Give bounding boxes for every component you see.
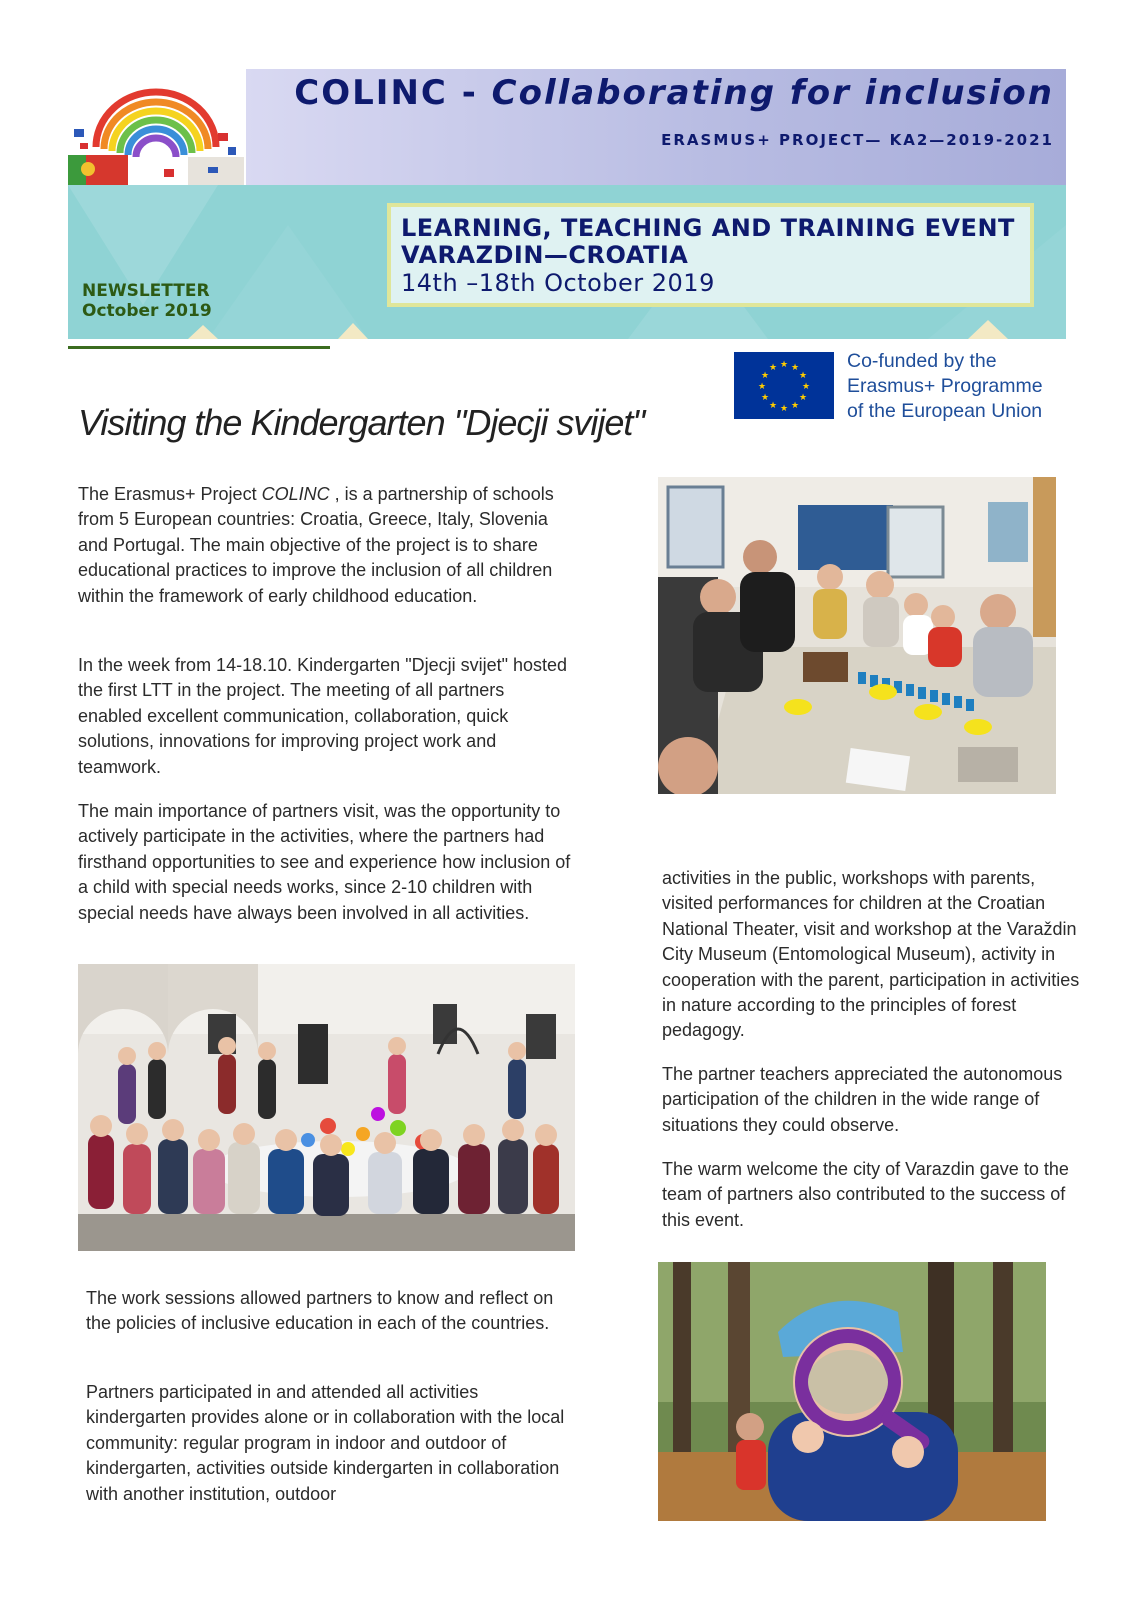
photo-courtyard-children bbox=[78, 964, 575, 1251]
svg-text:★: ★ bbox=[768, 401, 778, 411]
paragraph-work-sessions: The work sessions allowed partners to know and reflect on the policies of inclusive education in each of the countries. bbox=[86, 1288, 554, 1334]
paragraph-importance: The main importance of partners visit, was the opportunity to actively participate in the activities, where the partners had firsthand opportunities to see and experience how inclusion of a child with special needs works, since 2-10 children with special needs have always been involved in all activities. bbox=[78, 801, 571, 923]
svg-text:★: ★ bbox=[768, 363, 778, 373]
photo-workshop-table bbox=[658, 477, 1056, 794]
project-subtitle: ERASMUS+ PROJECT— KA2—2019-2021 bbox=[661, 131, 1054, 149]
newsletter-label: NEWSLETTER bbox=[82, 281, 210, 301]
event-dates: 14th –18th October 2019 bbox=[401, 269, 715, 297]
paragraph-welcome: The warm welcome the city of Varazdin gave to the team of partners also contributed to the success of this event. bbox=[662, 1159, 1069, 1230]
newsletter-month: October 2019 bbox=[82, 301, 212, 321]
paragraph-intro: The Erasmus+ Project COLINC , is a partnership of schools from 5 European countries: Croatia, Greece, Italy, Slovenia and Portugal. The main objective of the project is to share educational practices to improve the inclusion of all children within the framework of early childhood education. bbox=[78, 484, 554, 606]
svg-text:★: ★ bbox=[798, 371, 808, 381]
eu-cofunding-text bbox=[847, 349, 1043, 424]
newsletter-title: COLINC - Collaborating for inclusion bbox=[294, 73, 1054, 113]
eu-line-2: Erasmus+ Programme bbox=[847, 375, 1043, 397]
title-band bbox=[246, 69, 1066, 185]
paragraph-appreciation: The partner teachers appreciated the autonomous participation of the children in the wide range of situations they could observe. bbox=[662, 1064, 1063, 1135]
article-heading: Visiting the Kindergarten "Djecji svijet" bbox=[78, 402, 645, 443]
event-location: VARAZDIN—CROATIA bbox=[401, 241, 689, 269]
svg-text:★: ★ bbox=[790, 401, 800, 411]
paragraph-activities-continued: activities in the public, workshops with parents, visited performances for children at the Croatian National Theater, visit and workshop at the Varaždin City Museum (Entomological Museum), activity in cooperation with the parent, participation in activities in nature according to the principles of forest pedagogy. bbox=[662, 868, 1080, 1041]
svg-text:★: ★ bbox=[757, 382, 767, 392]
paragraph-activities: Partners participated in and attended all activities kindergarten provides alone or in collaboration with the local community: regular program in indoor and outdoor of kindergarten, activities outside kindergarten in collaboration with another institution, outdoor bbox=[86, 1382, 565, 1504]
svg-text:★: ★ bbox=[760, 393, 770, 403]
svg-text:★: ★ bbox=[760, 371, 770, 381]
photo-child-magnifier bbox=[658, 1262, 1046, 1521]
colinc-rainbow-logo bbox=[68, 69, 244, 185]
eu-flag-icon bbox=[734, 352, 834, 419]
divider-rule bbox=[68, 346, 330, 349]
event-title: LEARNING, TEACHING AND TRAINING EVENT bbox=[401, 214, 1015, 242]
paragraph-ltt-week: In the week from 14-18.10. Kindergarten "Djecji svijet" hosted the first LTT in the project. The meeting of all partners enabled excellent communication, collaboration, quick solutions, innovations for improving project work and teamwork. bbox=[78, 655, 568, 777]
eu-line-1: Co-funded by the bbox=[847, 350, 997, 372]
svg-text:★: ★ bbox=[801, 382, 811, 392]
svg-text:★: ★ bbox=[779, 404, 789, 414]
event-box bbox=[387, 203, 1034, 307]
svg-text:★: ★ bbox=[798, 393, 808, 403]
newsletter-date bbox=[82, 281, 212, 321]
svg-text:★: ★ bbox=[779, 360, 789, 370]
svg-text:★: ★ bbox=[790, 363, 800, 373]
eu-line-3: of the European Union bbox=[847, 400, 1043, 422]
